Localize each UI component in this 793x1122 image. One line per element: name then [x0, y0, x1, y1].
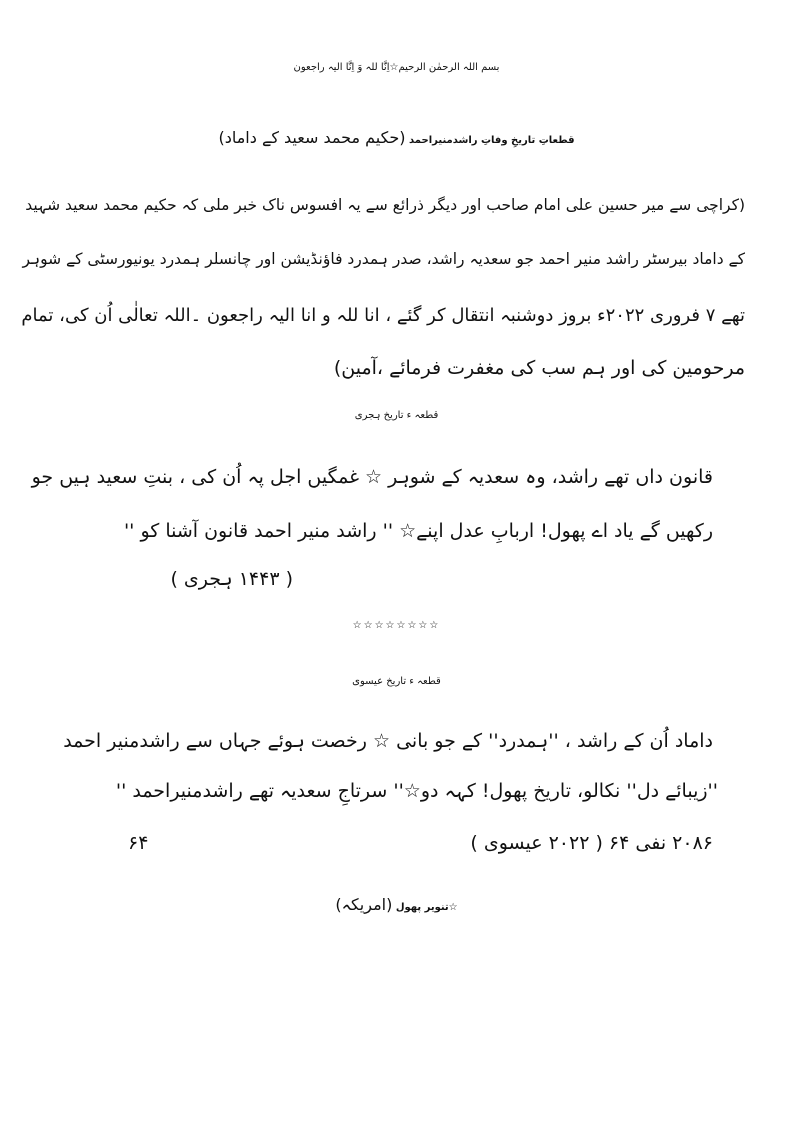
isvi-verse-1: داماد اُن کے راشد ، ''ہمدرد'' کے جو بانی ☆ رخصت ہوئے جہاں سے راشدمنیر احمد: [63, 730, 713, 752]
intro-line-1: (کراچی سے میر حسین علی امام صاحب اور دیگر ذرائع سے یہ افسوس ناک خبر ملی کہ حکیم محمد سعید شہید: [25, 196, 745, 214]
hijri-heading: قطعہ ء تاریخ ہجری: [354, 410, 439, 421]
intro-line-4: مرحومین کی اور ہم سب کی مغفرت فرمائے ،آمین): [333, 357, 745, 379]
intro-line-2: کے داماد بیرسٹر راشد منیر احمد جو سعدیہ راشد، صدر ہمدرد فاؤنڈیشن اور چانسلر ہمدرد یونیورسٹی کے شوہر: [22, 250, 745, 268]
poet-name: ☆تنویر پھول: [395, 902, 458, 913]
title-relation: (حکیم محمد سعید کے داماد): [218, 128, 406, 147]
invocation-line: بسم اللہ الرحمٰن الرحیم☆اِنَّا للہ وَ اِنَّا الیہ راجعون: [293, 62, 500, 73]
isvi-side-number: ۶۴: [128, 832, 149, 854]
intro-line-3: تھے ۷ فروری ۲۰۲۲ء بروز دوشنبہ انتقال کر گئے ، انا للہ و انا الیہ راجعون ۔اللہ تعالٰی اُن کی، تمام: [21, 305, 745, 326]
isvi-year: ۲۰۸۶ نفی ۶۴ ( ۲۰۲۲ عیسوی ): [470, 832, 713, 854]
isvi-verse-2: ''زیبائے دل'' نکالو، تاریخ پھول! کہہ دو☆'' سرتاجِ سعدیہ تھے راشدمنیراحمد '': [115, 780, 718, 802]
hijri-verse-1: قانون داں تھے راشد، وہ سعدیہ کے شوہر ☆ غمگیں اجل پہ اُن کی ، بنتِ سعید ہیں جو: [31, 466, 713, 488]
hijri-year: ( ۱۴۴۳ ہجری ): [170, 568, 293, 590]
poet-signature: [0, 895, 793, 914]
hijri-verse-2: رکھیں گے یاد اے پھول! اربابِ عدل اپنے☆ '' راشد منیر احمد قانون آشنا کو '': [123, 520, 713, 542]
isvi-heading: قطعہ ء تاریخ عیسوی: [352, 676, 441, 687]
title-main: قطعاتِ تاریخِ وفاتِ راشدمنیراحمد: [409, 135, 575, 146]
star-separator: ☆☆☆☆☆☆☆☆: [352, 620, 441, 631]
poet-location: (امریکہ): [335, 895, 393, 914]
page-title: [0, 128, 793, 147]
